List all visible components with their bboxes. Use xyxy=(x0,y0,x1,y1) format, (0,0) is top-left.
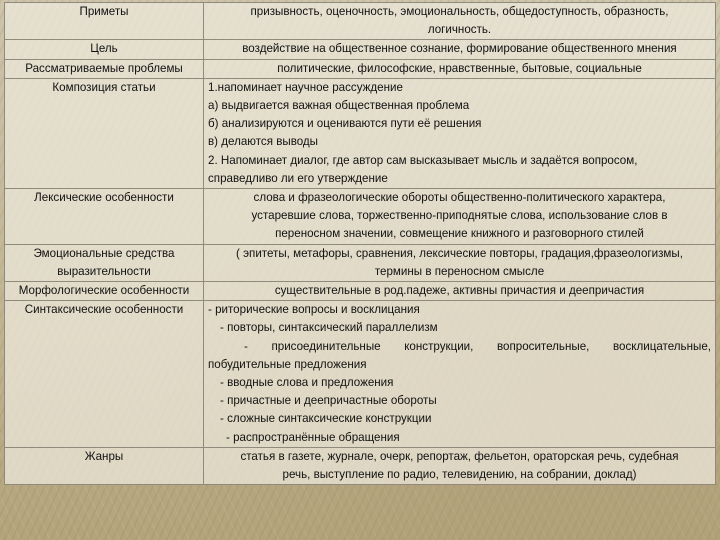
row-value xyxy=(204,59,716,78)
value-line: справедливо ли его утверждение xyxy=(208,171,388,185)
table-row xyxy=(5,3,716,40)
value-line: - повторы, синтаксический параллелизм xyxy=(220,321,438,335)
row-value xyxy=(204,189,716,245)
value-line: воздействие на общественное сознание, формирование общественного мнения xyxy=(242,42,677,56)
row-key: Синтаксические особенности xyxy=(5,301,204,448)
value-line: слова и фразеологические обороты общественно-политического характера, xyxy=(253,191,666,205)
value-line: логичность. xyxy=(427,23,492,37)
row-value xyxy=(204,3,716,40)
table-row xyxy=(5,78,716,188)
value-line: в) делаются выводы xyxy=(208,135,319,149)
row-value xyxy=(204,244,716,281)
value-line: политические, философские, нравственные, бытовые, социальные xyxy=(277,61,642,75)
value-line: - сложные синтаксические конструкции xyxy=(220,412,432,426)
value-line: речь, выступление по радио, телевидению, на собрании, доклад) xyxy=(282,468,637,482)
value-line: статья в газете, журнале, очерк, репортаж, фельетон, ораторская речь, судебная xyxy=(240,449,679,463)
row-key: Цель xyxy=(5,40,204,59)
value-line: 1.напоминает научное рассуждение xyxy=(208,80,403,94)
row-key: Приметы xyxy=(5,3,204,40)
value-line: побудительные предложения xyxy=(208,357,367,371)
value-line: - риторические вопросы и восклицания xyxy=(208,303,420,317)
value-line: а) выдвигается важная общественная проблема xyxy=(208,99,470,113)
table-row xyxy=(5,447,716,484)
table-row xyxy=(5,282,716,301)
value-line: существительные в род.падеже, активны причастия и деепричастия xyxy=(274,284,645,298)
row-value xyxy=(204,282,716,301)
value-line: 2. Напоминает диалог, где автор сам высказывает мысль и задаётся вопросом, xyxy=(208,153,638,167)
row-value xyxy=(204,447,716,484)
table-row xyxy=(5,301,716,448)
table-row xyxy=(5,59,716,78)
table-row xyxy=(5,40,716,59)
table-container xyxy=(4,2,716,485)
row-key: Морфологические особенности xyxy=(5,282,204,301)
value-line: б) анализируются и оцениваются пути её решения xyxy=(208,117,482,131)
table-row xyxy=(5,189,716,245)
value-line: - распространённые обращения xyxy=(226,430,400,444)
row-key: Жанры xyxy=(5,447,204,484)
value-line: - присоединительные конструкции, вопросительные, восклицательные, xyxy=(244,339,711,353)
row-key: Эмоциональные средства выразительности xyxy=(5,244,204,281)
value-line: термины в переносном смысле xyxy=(374,264,545,278)
row-key: Лексические особенности xyxy=(5,189,204,245)
publicistic-style-table xyxy=(4,2,716,485)
row-value xyxy=(204,40,716,59)
value-line: устаревшие слова, торжественно-приподнятые слова, использование слов в xyxy=(251,209,668,223)
row-value xyxy=(204,301,716,448)
value-line: ( эпитеты, метафоры, сравнения, лексические повторы, градация,фразеологизмы, xyxy=(236,246,683,260)
row-key: Рассматриваемые проблемы xyxy=(5,59,204,78)
row-value xyxy=(204,78,716,188)
table-row xyxy=(5,244,716,281)
value-line: - вводные слова и предложения xyxy=(220,376,394,390)
value-line: - причастные и деепричастные обороты xyxy=(220,394,437,408)
value-line: переносном значении, совмещение книжного и разговорного стилей xyxy=(275,227,644,241)
value-line: призывность, оценочность, эмоциональность, общедоступность, образность, xyxy=(250,5,669,18)
row-key: Композиция статьи xyxy=(5,78,204,188)
